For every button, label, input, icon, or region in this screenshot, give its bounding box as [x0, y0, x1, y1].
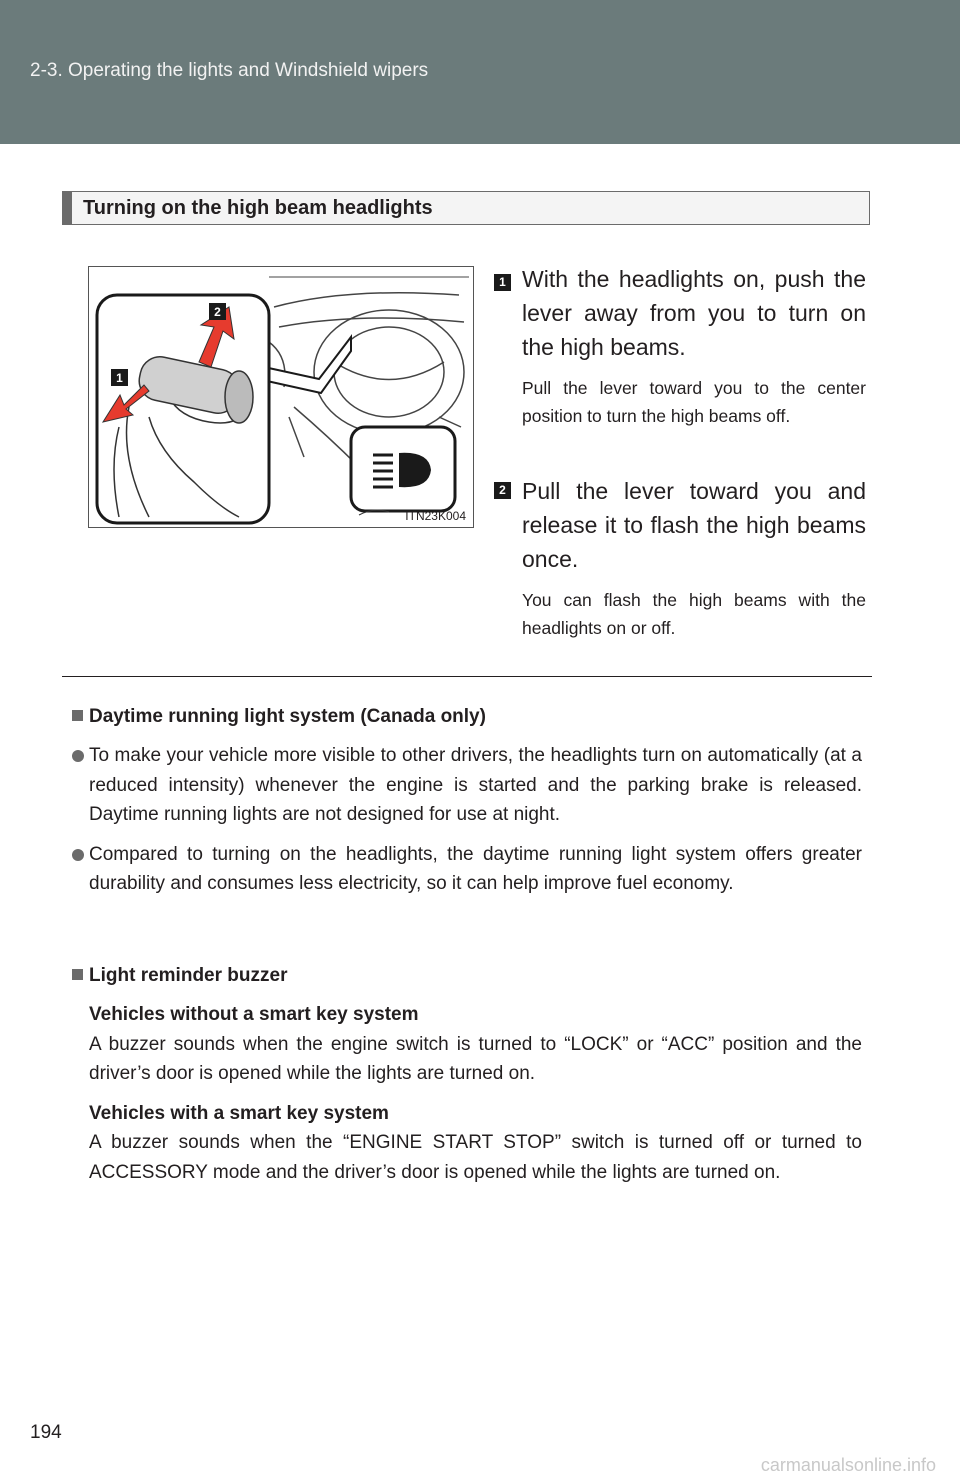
section-heading [62, 191, 870, 225]
without-key-title: Vehicles without a smart key system [89, 1004, 419, 1025]
heading-marker [63, 192, 72, 224]
buzzer-without-key [72, 1000, 862, 1089]
step-2-sub-text: You can flash the high beams with the headlights on or off. [522, 590, 866, 638]
square-bullet-icon [72, 969, 83, 980]
with-key-text: A buzzer sounds when the “ENGINE START STOP” switch is turned off or turned to ACCESSORY mode and the driver’s door is opened while the lights are turned on. [89, 1132, 862, 1183]
section-divider [62, 676, 872, 677]
drl-heading: Daytime running light system (Canada only) [72, 703, 862, 731]
step-number-1: 1 [494, 274, 511, 291]
figure-code: ITN23K004 [405, 509, 466, 523]
buzzer-with-key [72, 1099, 862, 1188]
section-heading-text: Turning on the high beam headlights [83, 197, 433, 219]
callout-2: 2 [214, 305, 221, 319]
lever-illustration [88, 266, 474, 528]
step-2-main-text: Pull the lever toward you and release it to flash the high beams once. [522, 478, 866, 572]
drl-note [72, 703, 862, 899]
step-1-sub-text: Pull the lever toward you to the center position to turn the high beams off. [522, 378, 866, 426]
round-bullet-icon [72, 849, 84, 861]
drl-bullet-2: Compared to turning on the headlights, the daytime running light system offers greater durability and consumes less electricity, so it can help improve fuel economy. [72, 840, 862, 899]
step-2 [494, 474, 866, 642]
buzzer-note [72, 962, 862, 1187]
drl-bullet-1: To make your vehicle more visible to other drivers, the headlights turn on automatically (at a reduced intensity) whenever the engine is started and the parking brake is released. Daytime running lights are not designed for use at night. [72, 741, 862, 830]
buzzer-heading: Light reminder buzzer [72, 962, 862, 990]
without-key-text: A buzzer sounds when the engine switch is turned to “LOCK” or “ACC” position and the driver’s door is opened while the lights are turned on. [89, 1033, 862, 1084]
page-number: 194 [30, 1422, 62, 1443]
step-1 [494, 262, 866, 430]
step-1-main-text: With the headlights on, push the lever away from you to turn on the high beams. [522, 266, 866, 360]
callout-1: 1 [116, 371, 123, 385]
page-header [0, 0, 960, 144]
watermark: carmanualsonline.info [760, 1455, 936, 1475]
high-beam-icon [351, 427, 455, 511]
step-number-2: 2 [494, 482, 511, 499]
square-bullet-icon [72, 710, 83, 721]
chapter-title: 2-3. Operating the lights and Windshield wipers [30, 60, 429, 81]
with-key-title: Vehicles with a smart key system [89, 1102, 389, 1124]
round-bullet-icon [72, 750, 84, 762]
lever-drawing [89, 267, 473, 527]
